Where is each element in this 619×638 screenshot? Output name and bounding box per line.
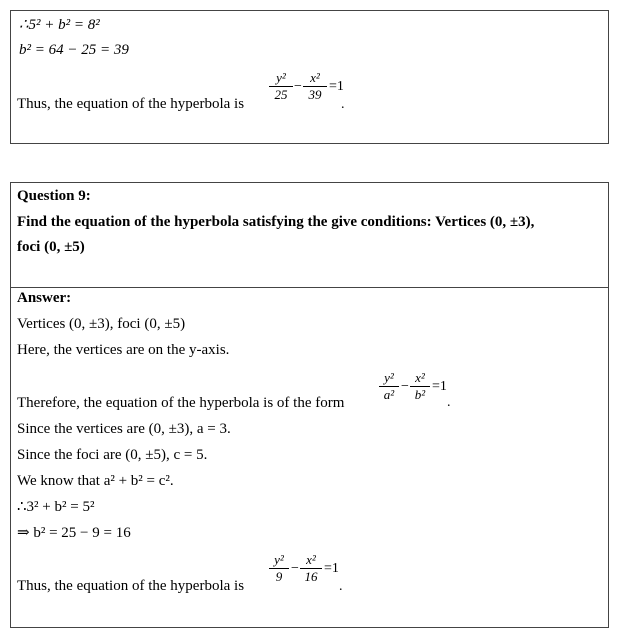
answer-line-5: Since the foci are (0, ±5), c = 5. — [17, 447, 208, 463]
equals-one: =1 — [432, 379, 447, 394]
denominator: 16 — [304, 569, 318, 584]
equation-line-1: ∴5² + b² = 8² — [19, 17, 100, 33]
equals-one: =1 — [329, 79, 344, 94]
form-fraction-x2-b2 — [410, 371, 430, 402]
result-fraction-x2-16 — [300, 553, 322, 584]
numerator: y² — [276, 70, 286, 85]
question-text-line-2: foci (0, ±5) — [17, 239, 85, 255]
minus-sign: − — [401, 379, 409, 394]
answer-line-7: ∴3² + b² = 5² — [17, 499, 95, 515]
answer-line-1: Vertices (0, ±3), foci (0, ±5) — [17, 316, 186, 332]
numerator: x² — [415, 370, 425, 385]
answer-line-2: Here, the vertices are on the y-axis. — [17, 342, 230, 358]
result-fraction-y2-9 — [269, 553, 289, 584]
equation-line-2: b² = 64 − 25 = 39 — [19, 42, 129, 58]
question-box — [10, 182, 609, 628]
denominator: 39 — [308, 87, 322, 102]
divider — [11, 287, 608, 288]
denominator: a² — [383, 387, 395, 402]
period: . — [447, 395, 451, 410]
question-text-line-1: Find the equation of the hyperbola satisfying the give conditions: Vertices (0, ±3), — [17, 214, 535, 230]
answer-line-6: We know that a² + b² = c². — [17, 473, 174, 489]
fraction-y2-25 — [269, 71, 293, 102]
answer-title: Answer: — [17, 290, 72, 306]
previous-answer-box — [10, 10, 609, 144]
answer-line-9: Thus, the equation of the hyperbola is — [17, 578, 245, 594]
numerator: x² — [310, 70, 320, 85]
question-title: Question 9: — [17, 188, 91, 204]
answer-line-8: ⇒ b² = 25 − 9 = 16 — [17, 525, 131, 541]
answer-line-4: Since the vertices are (0, ±3), a = 3. — [17, 421, 231, 437]
denominator: b² — [414, 387, 426, 402]
numerator: x² — [306, 552, 316, 567]
fraction-x2-39 — [303, 71, 327, 102]
equals-one: =1 — [324, 561, 339, 576]
form-fraction-y2-a2 — [379, 371, 399, 402]
denominator: 9 — [275, 569, 283, 584]
period: . — [341, 97, 345, 112]
denominator: 25 — [274, 87, 288, 102]
answer-line-3: Therefore, the equation of the hyperbola is of the form — [17, 395, 345, 411]
minus-sign: − — [294, 79, 302, 94]
numerator: y² — [274, 552, 284, 567]
minus-sign: − — [291, 561, 299, 576]
numerator: y² — [384, 370, 394, 385]
result-text: Thus, the equation of the hyperbola is — [17, 96, 245, 112]
period: . — [339, 579, 343, 594]
